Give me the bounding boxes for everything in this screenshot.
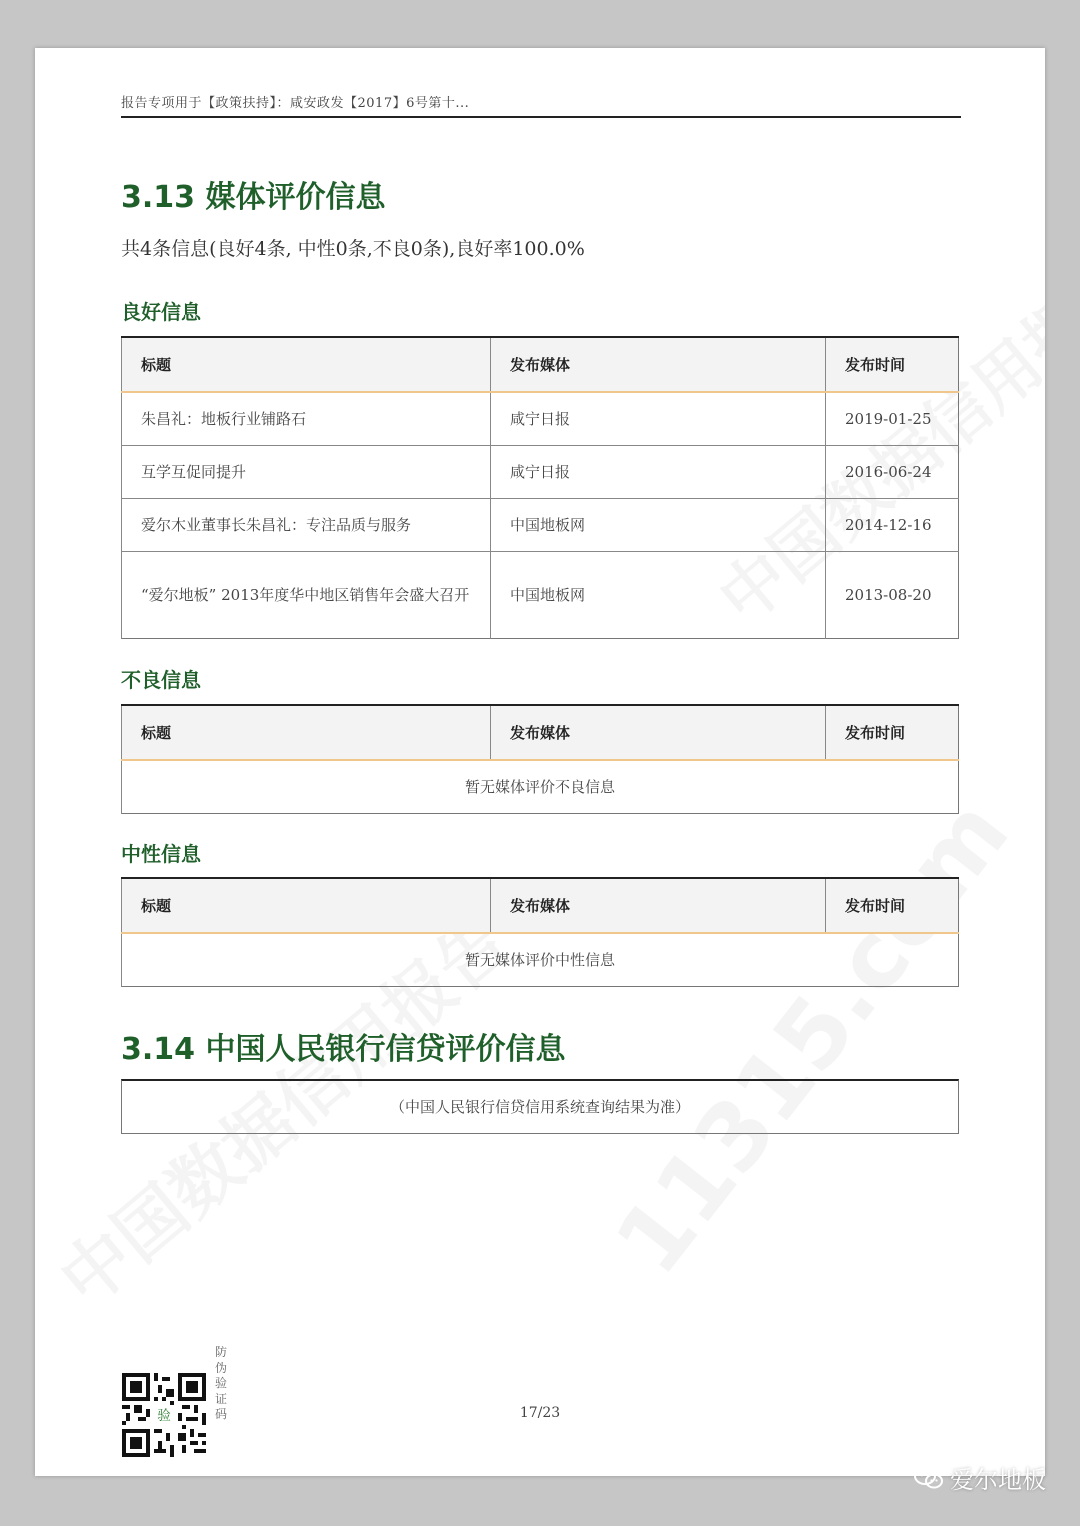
row-date: 2013-08-20: [826, 552, 959, 639]
table-header-row: [122, 705, 959, 760]
row-media: 中国地板网: [491, 499, 826, 552]
table-header-row: [122, 878, 959, 933]
column-header-title: 标题: [122, 337, 491, 392]
table-row: [122, 499, 959, 552]
wechat-watermark: [914, 1460, 1046, 1495]
row-date: 2019-01-25: [826, 392, 959, 446]
row-date: 2016-06-24: [826, 446, 959, 499]
neutral-info-table: [121, 877, 959, 987]
column-header-media: 发布媒体: [491, 878, 826, 933]
row-title: 朱昌礼：地板行业铺路石: [122, 392, 491, 446]
credit-note: （中国人民银行信贷信用系统查询结果为准）: [121, 1079, 959, 1134]
media-summary: 共4条信息(良好4条, 中性0条,不良0条),良好率100.0%: [121, 238, 585, 260]
qr-label: 防伪验证码: [214, 1345, 227, 1421]
table-row: [122, 760, 959, 814]
column-header-media: 发布媒体: [491, 705, 826, 760]
good-info-table: [121, 336, 959, 639]
table-header-row: [122, 337, 959, 392]
empty-message: 暂无媒体评价不良信息: [122, 760, 959, 814]
wechat-account-name: 爱尔地板: [950, 1466, 1046, 1494]
row-date: 2014-12-16: [826, 499, 959, 552]
table-row: [122, 552, 959, 639]
report-page: [35, 48, 1045, 1476]
table-row: [122, 392, 959, 446]
qr-code-icon: [122, 1373, 206, 1457]
row-media: 中国地板网: [491, 552, 826, 639]
page-number: 17/23: [519, 1405, 561, 1421]
qr-center-mark: 验: [157, 1407, 171, 1424]
column-header-date: 发布时间: [826, 337, 959, 392]
section-title-media: 3.13 媒体评价信息: [121, 180, 386, 215]
bad-info-title: 不良信息: [121, 668, 201, 692]
report-header: 报告专项用于【政策扶持】：咸安政发【2017】6号第十...: [121, 96, 470, 111]
row-title: “爱尔地板” 2013年度华中地区销售年会盛大召开: [122, 552, 491, 639]
row-title: 爱尔木业董事长朱昌礼：专注品质与服务: [122, 499, 491, 552]
table-row: [122, 933, 959, 987]
row-media: 咸宁日报: [491, 392, 826, 446]
column-header-title: 标题: [122, 705, 491, 760]
good-info-title: 良好信息: [121, 300, 201, 324]
empty-message: 暂无媒体评价中性信息: [122, 933, 959, 987]
section-title-credit: 3.14 中国人民银行信贷评价信息: [121, 1032, 566, 1067]
column-header-title: 标题: [122, 878, 491, 933]
bad-info-table: [121, 704, 959, 814]
row-title: 互学互促同提升: [122, 446, 491, 499]
header-divider: [121, 116, 961, 118]
table-row: [122, 446, 959, 499]
row-media: 咸宁日报: [491, 446, 826, 499]
wechat-icon: [914, 1466, 944, 1490]
column-header-date: 发布时间: [826, 705, 959, 760]
column-header-media: 发布媒体: [491, 337, 826, 392]
column-header-date: 发布时间: [826, 878, 959, 933]
watermark-text: [595, 780, 1029, 1294]
neutral-info-title: 中性信息: [121, 842, 201, 866]
